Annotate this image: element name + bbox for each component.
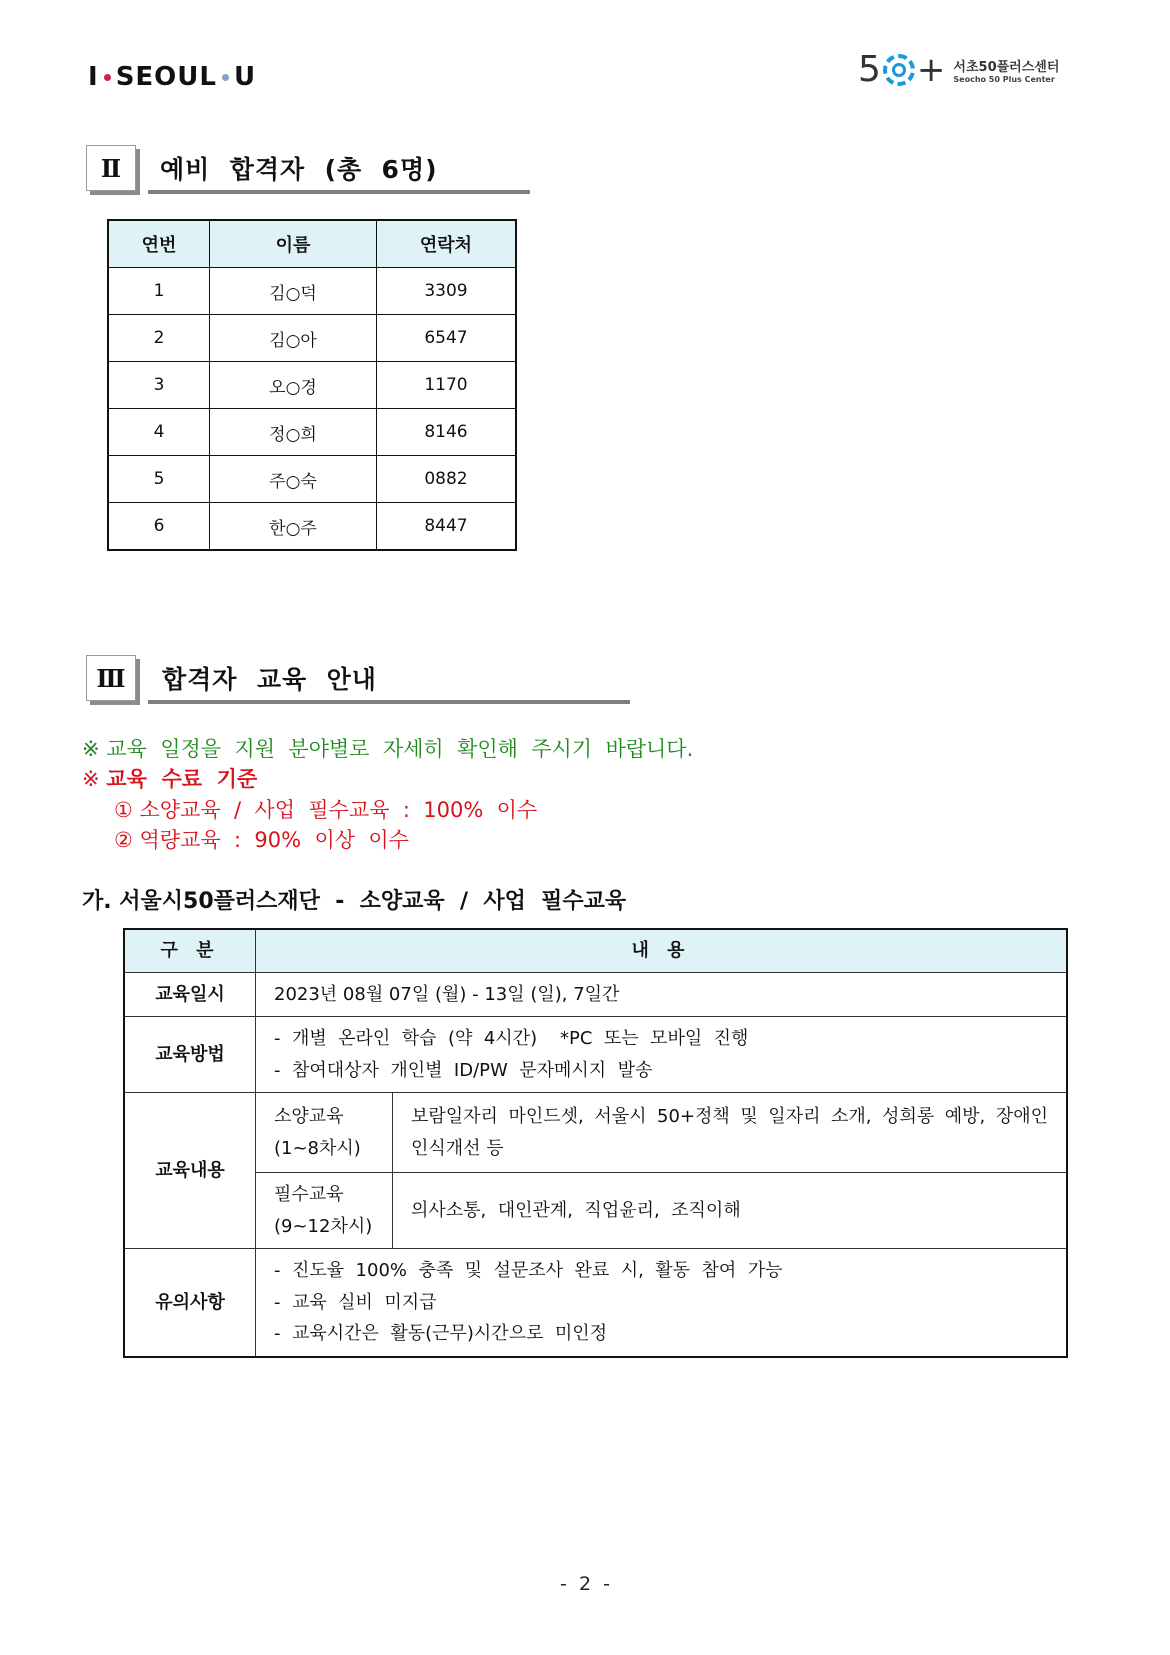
logo-number: 5: [858, 49, 881, 90]
plus-icon: +: [916, 50, 946, 90]
seocho-50-plus-logo: [858, 49, 1060, 90]
note-line: - 교육 실비 미지급: [274, 1291, 437, 1313]
table-row-method: [124, 1017, 1067, 1093]
section-underline: [148, 700, 630, 704]
col-header-category: 구 분: [124, 929, 256, 973]
cell-number: 3: [108, 362, 210, 409]
col-header-contact: 연락처: [377, 220, 517, 268]
completion-criteria-title: 교육 수료 기준: [106, 767, 258, 791]
cell-contact: 6547: [377, 315, 517, 362]
table-row: [108, 456, 516, 503]
logo-text-seoul: SEOUL: [115, 62, 217, 92]
logo-dot-blue: [222, 74, 229, 81]
logo-text-i: I: [88, 62, 99, 92]
row-label: 유의사항: [124, 1249, 256, 1357]
table-row-schedule: [124, 973, 1067, 1017]
completion-criteria-heading: [82, 763, 257, 793]
content-value: 의사소통, 대인관계, 직업윤리, 조직이해: [393, 1173, 1068, 1249]
logo-name-en: Seocho 50 Plus Center: [953, 75, 1055, 84]
table-row-content: [124, 1173, 1067, 1249]
row-label: 교육내용: [124, 1093, 256, 1249]
section-title: 합격자 교육 안내: [162, 665, 377, 694]
cell-number: 6: [108, 503, 210, 551]
section-title: 예비 합격자 (총 6명): [160, 155, 438, 184]
content-value: 보람일자리 마인드셋, 서울시 50+정책 및 일자리 소개, 성희롱 예방, 장애인 인식개선 등: [393, 1093, 1068, 1173]
note-line: - 진도율 100% 충족 및 설문조사 완료 시, 활동 참여 가능: [274, 1260, 783, 1281]
content-sub-label: [256, 1173, 393, 1249]
page-number: - 2 -: [560, 1573, 610, 1595]
sub-label-line: (9~12차시): [274, 1215, 373, 1237]
cell-number: 5: [108, 456, 210, 503]
cell-name: 정○희: [210, 409, 377, 456]
criterion-item: ① 소양교육 / 사업 필수교육 : 100% 이수: [114, 798, 538, 822]
row-label: 교육일시: [124, 973, 256, 1017]
table-row-content: [124, 1093, 1067, 1173]
table-row-notes: [124, 1249, 1067, 1357]
section-numeral-box: Ⅲ: [86, 655, 136, 701]
logo-dot-red: [104, 74, 111, 81]
table-row: [108, 268, 516, 315]
logo-name-kr: 서초50플러스센터: [953, 60, 1060, 75]
method-line: - 개별 온라인 학습 (약 4시간) *PC 또는 모바일 진행: [274, 1028, 749, 1049]
section-underline: [148, 190, 530, 194]
row-label: 교육방법: [124, 1017, 256, 1093]
cell-contact: 3309: [377, 268, 517, 315]
i-seoul-u-logo: [88, 62, 256, 92]
cell-contact: 8447: [377, 503, 517, 551]
col-header-name: 이름: [210, 220, 377, 268]
sub-label-line: 소양교육: [274, 1106, 344, 1127]
cell-name: 김○아: [210, 315, 377, 362]
table-header-row: [124, 929, 1067, 973]
cell-name: 김○덕: [210, 268, 377, 315]
cell-number: 4: [108, 409, 210, 456]
reference-mark: ※: [82, 767, 107, 791]
method-line: - 참여대상자 개인별 ID/PW 문자메시지 발송: [274, 1059, 653, 1081]
sub-label-line: 필수교육: [274, 1184, 344, 1205]
education-info-table: [123, 928, 1068, 1358]
cell-name: 한○주: [210, 503, 377, 551]
cell-contact: 0882: [377, 456, 517, 503]
subsection-title: 가. 서울시50플러스재단 - 소양교육 / 사업 필수교육: [82, 889, 627, 914]
ring-icon: [883, 54, 915, 86]
sub-label-line: (1~8차시): [274, 1137, 361, 1159]
notes-value: [256, 1249, 1068, 1357]
col-header-content: 내 용: [256, 929, 1068, 973]
cell-number: 2: [108, 315, 210, 362]
logo-text-u: U: [233, 62, 257, 92]
cell-contact: 8146: [377, 409, 517, 456]
reserve-candidates-table: [107, 219, 517, 551]
table-header-row: [108, 220, 516, 268]
cell-contact: 1170: [377, 362, 517, 409]
table-row: [108, 503, 516, 551]
table-row: [108, 362, 516, 409]
cell-name: 주○숙: [210, 456, 377, 503]
table-row: [108, 315, 516, 362]
cell-number: 1: [108, 268, 210, 315]
cell-name: 오○경: [210, 362, 377, 409]
section-numeral-box: Ⅱ: [86, 145, 136, 191]
schedule-notice: ※ 교육 일정을 지원 분야별로 자세히 확인해 주시기 바랍니다.: [82, 737, 694, 761]
table-row: [108, 409, 516, 456]
schedule-value: 2023년 08월 07일 (월) - 13일 (일), 7일간: [256, 973, 1068, 1017]
note-line: - 교육시간은 활동(근무)시간으로 미인정: [274, 1323, 608, 1344]
content-sub-label: [256, 1093, 393, 1173]
method-value: [256, 1017, 1068, 1093]
col-header-number: 연번: [108, 220, 210, 268]
criterion-item: ② 역량교육 : 90% 이상 이수: [114, 828, 409, 852]
